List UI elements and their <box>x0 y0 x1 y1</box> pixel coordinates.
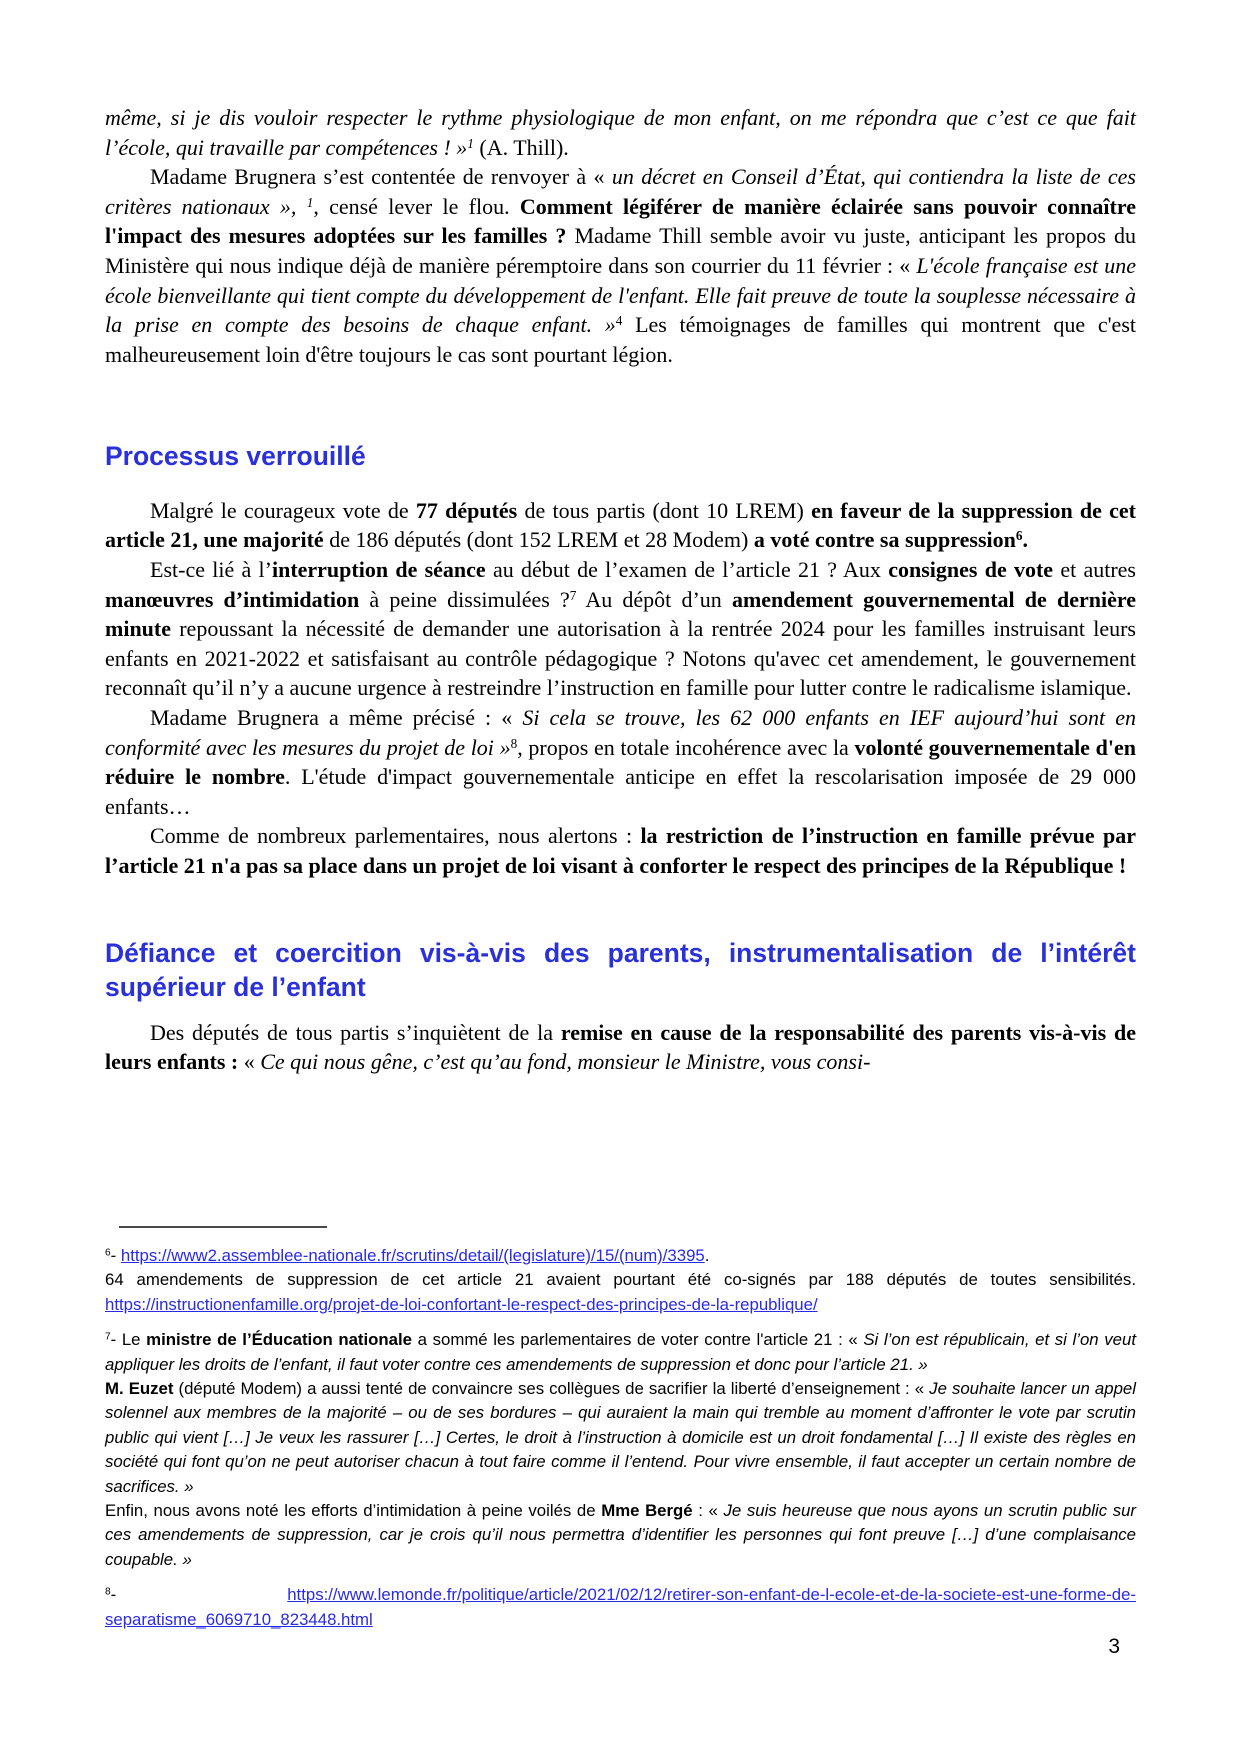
hyperlink[interactable]: https://www.lemonde.fr/politique/article/2021/02/12/retirer-son-enfant-de-l-ecole-et-de-la-societe-est-une-forme-de-separatisme_6069710_823448.html <box>105 1585 1136 1629</box>
text-run: Mme Bergé <box>601 1501 693 1521</box>
text-run: : « <box>692 1501 724 1521</box>
hyperlink[interactable]: https://instructionenfamille.org/projet-de-loi-confortant-le-respect-des-principes-de-la-republique/ <box>105 1294 818 1314</box>
footnotes-list <box>105 1244 1136 1632</box>
text-run: Madame Thill semble avoir vu juste, anticipant les propos du Ministère qui nous indique déjà de manière péremptoire dans son courrier du 11 février : « <box>105 223 1137 278</box>
text-run: à peine dissimulées ? <box>359 586 570 612</box>
text-run: M. Euzet <box>105 1379 174 1399</box>
text-run: Défiance et coercition vis-à-vis des parents, instrumentalisation de l’intérêt supérieur de l’enfant <box>105 937 1136 1003</box>
footnote-6 <box>105 1244 1136 1268</box>
page-number: 3 <box>1108 1635 1120 1658</box>
text-run: même, si je dis vouloir respecter le rythme physiologique de mon enfant, on me répondra que c’est ce que fait l’école, qui travaille par compétences ! » <box>105 105 1136 160</box>
text-run: au début de l’examen de l’article 21 ? Aux <box>485 557 889 583</box>
text-run: (A. Thill). <box>473 134 569 160</box>
body-paragraph <box>105 1018 1136 1077</box>
text-run: Enfin, nous avons noté les efforts d’intimidation à peine voilés de <box>105 1501 602 1521</box>
section-heading <box>105 439 1136 474</box>
footnote-continuation <box>105 1499 1136 1572</box>
text-run: Comment légiférer de manière éclairée sans pouvoir connaître l'impact des mesures adoptées sur les familles ? <box>105 193 1136 249</box>
footnote-continuation <box>105 1377 1136 1499</box>
text-run: en faveur de la suppression de cet article 21, une majorité <box>105 497 1137 553</box>
footnote-marker: $^8$- <box>105 1585 288 1605</box>
section-heading <box>105 936 1136 1005</box>
footnote-7 <box>105 1328 1136 1377</box>
text-run: repoussant la nécessité de demander une autorisation à la rentrée 2024 pour les familles instruisant leurs enfants en 2021-2022 et satisfaisant au contrôle pédagogique ? Notons qu'avec cet amendement, le gouvernement reconnaît qu’il n’y a aucune urgence à restreindre l’instruction en famille pour lutter contre le radicalisme islamique. <box>105 616 1136 701</box>
text-run: a sommé les parlementaires de voter contre l'article 21 : « <box>412 1330 864 1350</box>
text-run: Au dépôt d’un <box>576 586 732 612</box>
text-run: Malgré le courageux vote de <box>150 497 416 523</box>
text-run: amendement gouvernemental de dernière minute <box>105 586 1136 642</box>
text-run: ministre de l’Éducation nationale <box>146 1330 413 1350</box>
text-run: a voté contre sa suppression <box>753 527 1016 553</box>
text-run: 1 <box>306 194 314 210</box>
footnotes-section <box>105 1226 1136 1632</box>
body-paragraph <box>105 821 1136 880</box>
text-run: Madame Brugnera s’est contentée de renvoyer à « <box>150 164 612 190</box>
text-run: Si cela se trouve, les 62 000 enfants en IEF aujourd’hui sont en conformité avec les mesures du projet de loi » <box>105 705 1136 760</box>
text-run: interruption de séance <box>271 557 486 583</box>
text-run: Est-ce lié à l’ <box>150 557 272 583</box>
text-run: 7 <box>569 587 577 603</box>
footnote-marker-number: 7 <box>105 1331 111 1343</box>
text-run: Si l’on est républicain, et si l’on veut appliquer les droits de l’enfant, il faut voter contre ces amendements de suppression et donc pour l’article 21. » <box>105 1330 1136 1374</box>
body-paragraph <box>105 555 1136 703</box>
text-run: consignes de vote <box>888 557 1054 583</box>
hyperlink[interactable]: https://www2.assemblee-nationale.fr/scrutins/detail/(legislature)/15/(num)/3395 <box>120 1246 705 1265</box>
text-run: Processus verrouillé <box>105 441 366 472</box>
text-run: Je suis heureuse que nous ayons un scrutin public sur ces amendements de suppression, car je crois qu’il nous permettra d’identifier les personnes qui font preuve […] d’une complaisance coupable. » <box>105 1501 1137 1569</box>
text-run: (député Modem) a aussi tenté de convaincre ses collègues de sacrifier la liberté d’enseignement : « <box>173 1379 930 1399</box>
text-run: . <box>1022 527 1028 553</box>
text-run: de tous partis (dont 10 LREM) <box>517 497 812 523</box>
text-run: . L'étude d'impact gouvernementale anticipe en effet la rescolarisation imposée de 29 000 enfants… <box>105 764 1136 819</box>
text-run: , censé lever le flou. <box>313 193 520 219</box>
text-run: de 186 députés (dont 152 LREM et 28 Modem) <box>323 527 754 553</box>
text-run: et autres <box>1053 557 1136 583</box>
text-run: manœuvres d’intimidation <box>105 586 360 612</box>
text-run: Ce qui nous gêne, c’est qu’au fond, monsieur le Ministre, vous consi- <box>260 1049 871 1075</box>
text-run: 1 <box>467 135 474 151</box>
body-paragraph <box>105 496 1136 555</box>
text-run: . <box>704 1246 710 1265</box>
text-run: Madame Brugnera a même précisé : « <box>150 705 523 730</box>
footnote-continuation <box>105 1268 1136 1317</box>
text-run: , propos en totale incohérence avec la <box>517 734 855 760</box>
text-run: Les témoignages de familles qui montrent que c'est malheureusement loin d'être toujours le cas sont pourtant légion. <box>105 312 1137 367</box>
text-run: L'école française est une école bienveillante qui tient compte du développement de l'enfant. Elle fait preuve de toute la souplesse nécessaire à la prise en compte des besoins de chaque enfant. » <box>105 252 1136 338</box>
text-run: Je souhaite lancer un appel solennel aux membres de la majorité – ou de ses bordures – qui auraient la main qui tremble au moment d’affronter le vote par scrutin public qui vient […] Je veux les rassurer […] Certes, le droit à l’instruction à domicile est un droit fondamental […] Il existe des règles en société qui font qu’on ne peut autoriser chacun à tout faire comme il l’entend. Pour vivre ensemble, il faut accepter un certain nombre de sacrifices. » <box>105 1379 1136 1496</box>
text-run: 77 députés <box>415 497 518 523</box>
footnote-marker: $^7$- <box>105 1330 122 1350</box>
text-run: la restriction de l’instruction en famille prévue par l’article 21 n'a pas sa place dans un projet de loi visant à conforter le respect des principes de la République ! <box>105 823 1137 878</box>
document-body <box>105 103 1136 1077</box>
text-run: remise en cause de la responsabilité des parents vis-à-vis de leurs enfants : <box>105 1019 1136 1075</box>
text-run: 4 <box>615 312 623 328</box>
footnote-marker-number: 8 <box>105 1586 111 1598</box>
body-paragraph <box>105 103 1136 162</box>
text-run: 64 amendements de suppression de cet article 21 avaient pourtant été co-signés par 188 députés de toutes sensibilités. <box>105 1270 1136 1290</box>
footnote-separator <box>119 1226 327 1228</box>
text-run: « <box>238 1049 261 1075</box>
text-run: Le <box>121 1330 147 1350</box>
text-run: 6 <box>1015 528 1023 544</box>
text-run: un décret en Conseil d’État, qui contiendra la liste de ces critères nationaux », <box>105 164 1136 219</box>
text-run: Des députés de tous partis s’inquiètent de la <box>150 1019 561 1045</box>
body-paragraph <box>105 703 1136 821</box>
text-run: volonté gouvernementale d'en réduire le nombre <box>105 734 1136 790</box>
body-paragraph <box>105 162 1136 369</box>
footnote-marker-number: 6 <box>105 1247 111 1259</box>
text-run: Comme de nombreux parlementaires, nous alertons : <box>150 823 641 849</box>
footnote-8 <box>105 1583 1136 1632</box>
footnote-marker: $^6$- <box>105 1246 121 1265</box>
text-run: 8 <box>510 735 518 751</box>
